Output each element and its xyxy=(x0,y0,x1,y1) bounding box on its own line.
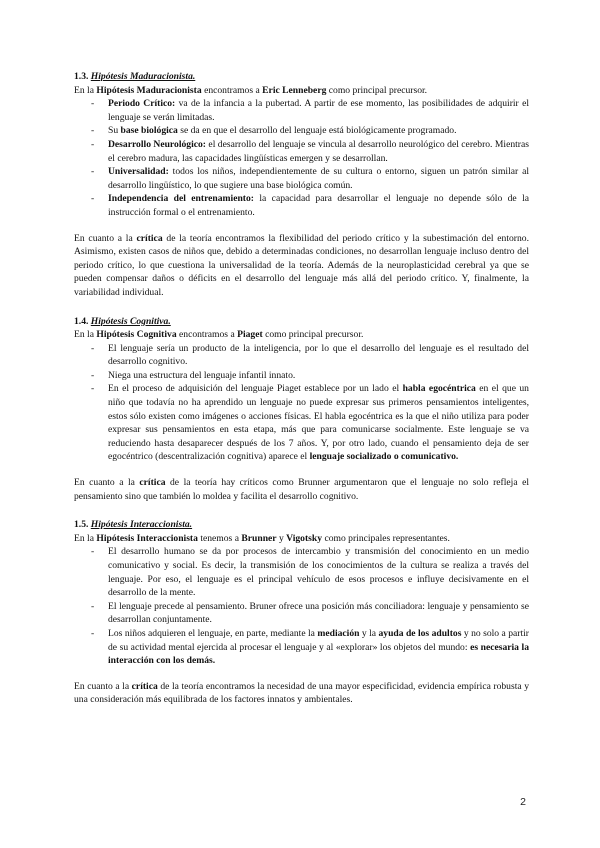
critique-bold: crítica xyxy=(136,232,163,244)
bullet-text: Niega una estructura del lenguaje infantil innato. xyxy=(108,369,296,381)
intro-bold-hypothesis: Hipótesis Cognitiva xyxy=(96,329,177,341)
critique-paragraph-1-3 xyxy=(74,232,529,300)
bullet-list-1-4 xyxy=(74,342,529,464)
list-item: - Niega una estructura del lenguaje infantil innato. xyxy=(91,369,296,381)
list-item: - En el proceso de adquisición del lenguaje Piaget establece por un lado el habla egocéntrica en el que un niño que todavía no ha aprendido un lenguaje no puede expresar sus primeros pensamientos inteligentes, estos sólo existen como imágenes o acciones físicas. El habla egocéntrica es la que el niño utiliza para poder expresar sus pensamientos en esta etapa, más que para comunicarse socialmente. Este lenguaje se va reduciendo hasta desaparecer después de los 7 años. Y, por otro lado, cuando el pensamiento deja de ser egocéntrico (descentralización cognitiva) aparece el lenguaje socializado o comunicativo. xyxy=(91,383,529,463)
section-spacer xyxy=(74,300,529,315)
intro-text: encontramos a xyxy=(201,84,263,96)
bullet-text: El lenguaje precede al pensamiento. Bruner ofrece una posición más conciliadora: lenguaje y pensamiento se desarrollan conjuntamente. xyxy=(108,600,529,626)
bullet-text: el desarrollo del lenguaje se vincula al desarrollo neurológico del cerebro. Mientras el cerebro madura, las capacidades lingüísticas emergen y se desarrollan. xyxy=(108,138,529,164)
intro-text: como principal precursor. xyxy=(262,329,364,341)
intro-text: En la xyxy=(74,329,97,341)
section-heading-1-4 xyxy=(74,315,529,329)
critique-paragraph-1-4 xyxy=(74,476,529,503)
bullet-text: en el que un niño que todavía no ha aprendido un lenguaje no puede expresar sus primeros pensamientos inteligentes, estos sólo existen como imágenes o acciones físicas. El habla egocéntrica es la que el niño utiliza para poder expresar sus pensamientos en esta etapa, más que para comunicarse socialmente. Este lenguaje se va reduciendo hasta desaparecer después de los 7 años. Y, por otro lado, cuando el pensamiento deja de ser egocéntrico (descentralización cognitiva) aparece el xyxy=(108,383,529,463)
intro-text: encontramos a xyxy=(176,329,238,341)
intro-text: En la xyxy=(74,84,97,96)
section-title: Hipótesis Maduracionista. xyxy=(90,71,196,82)
bullet-text: y no solo a partir de su actividad mental ejercida al procesar el lenguaje y al «explorar» los objetos del mundo: xyxy=(108,627,529,653)
page-number: 2 xyxy=(520,796,526,808)
list-item: - El lenguaje sería un producto de la inteligencia, por lo que el desarrollo del lenguaje es el resultado del desarrollo cognitivo. xyxy=(91,342,529,368)
critique-text: En cuanto a la xyxy=(74,680,132,692)
critique-bold: crítica xyxy=(139,477,166,489)
section-spacer xyxy=(74,503,529,518)
bullet-text: y la xyxy=(359,627,379,639)
critique-bold: crítica xyxy=(131,680,158,692)
critique-text: de la teoría hay críticos como Brunner argumentaron que el lenguaje no solo refleja el pensamiento sino que también lo moldea y facilita el desarrollo cognitivo. xyxy=(74,477,529,502)
bullet-term: habla egocéntrica xyxy=(402,383,476,395)
bullet-text: Su xyxy=(108,125,121,137)
bullet-text: El lenguaje sería un producto de la inteligencia, por lo que el desarrollo del lenguaje es el resultado del desarrollo cognitivo. xyxy=(108,342,529,368)
bullet-list-1-5 xyxy=(74,545,529,667)
intro-bold-author: Brunner xyxy=(241,532,277,544)
section-number: 1.3. xyxy=(74,71,89,82)
bullet-text: En el proceso de adquisición del lenguaje Piaget establece por un lado el xyxy=(108,383,403,395)
intro-text: tenemos a xyxy=(197,532,242,544)
bullet-text: todos los niños, independientemente de su cultura o entorno, siguen un patrón similar al desarrollo lingüístico, lo que sugiere una base biológica común. xyxy=(108,166,529,191)
intro-bold-author: Piaget xyxy=(237,329,263,341)
intro-bold-hypothesis: Hipótesis Interaccionista xyxy=(96,532,198,544)
section-intro-1-5 xyxy=(74,532,529,546)
list-item: - Independencia del entrenamiento: la capacidad para desarrollar el lenguaje no depende sólo de la instrucción formal o el entrenamiento. xyxy=(91,193,529,218)
bullet-list-1-3 xyxy=(74,97,529,219)
bullet-term: Universalidad: xyxy=(108,166,169,178)
bullet-text: la capacidad para desarrollar el lenguaje no depende sólo de la instrucción formal o el entrenamiento. xyxy=(108,193,529,218)
intro-text: y xyxy=(276,532,287,544)
section-heading-1-3 xyxy=(74,70,529,84)
list-item: - El lenguaje precede al pensamiento. Bruner ofrece una posición más conciliadora: lenguaje y pensamiento se desarrollan conjuntamente. xyxy=(91,600,529,626)
bullet-text: se da en que el desarrollo del lenguaje está biológicamente programado. xyxy=(177,125,457,137)
critique-paragraph-1-5 xyxy=(74,680,529,707)
intro-bold-hypothesis: Hipótesis Maduracionista xyxy=(96,84,202,96)
section-number: 1.4. xyxy=(74,315,89,327)
bullet-term: ayuda de los adultos xyxy=(378,627,462,639)
bullet-text: Los niños adquieren el lenguaje, en parte, mediante la xyxy=(108,627,318,639)
list-item: - El desarrollo humano se da por procesos de intercambio y transmisión del conocimiento en un medio comunicativo y social. Es decir, la transmisión de los conocimientos de la cultura se realiza a través del lenguaje. Por eso, el lenguaje es el principal vehículo de esos procesos e influye decisivamente en el desarrollo de la mente. xyxy=(91,546,529,599)
bullet-text: va de la infancia a la pubertad. A partir de ese momento, las posibilidades de adquirir el lenguaje se verán limitadas. xyxy=(108,98,529,123)
list-item: - Periodo Crítico: va de la infancia a la pubertad. A partir de ese momento, las posibilidades de adquirir el lenguaje se verán limitadas. xyxy=(91,98,529,123)
page-content xyxy=(74,70,529,707)
critique-text: En cuanto a la xyxy=(74,477,140,489)
bullet-term: Desarrollo Neurológico: xyxy=(108,138,206,150)
bullet-term: es necesaria la interacción con los demás. xyxy=(108,641,529,667)
list-item: - Su base biológica se da en que el desarrollo del lenguaje está biológicamente programado. xyxy=(91,125,457,137)
bullet-term: base biológica xyxy=(120,125,178,137)
section-intro-1-3 xyxy=(74,84,529,98)
bullet-text: El desarrollo humano se da por procesos de intercambio y transmisión del conocimiento en un medio comunicativo y social. Es decir, la transmisión de los conocimientos de la cultura se realiza a través del lenguaje. Por eso, el lenguaje es el principal vehículo de esos procesos e influye decisivamente en el desarrollo de la mente. xyxy=(108,546,529,599)
section-number: 1.5. xyxy=(74,519,89,531)
intro-text: como principal precursor. xyxy=(326,84,428,96)
list-item: - Los niños adquieren el lenguaje, en parte, mediante la mediación y la ayuda de los adultos y no solo a partir de su actividad mental ejercida al procesar el lenguaje y al «explorar» los objetos del mundo: es necesaria la interacción con los demás. xyxy=(91,627,529,667)
list-item: - Desarrollo Neurológico: el desarrollo del lenguaje se vincula al desarrollo neurológico del cerebro. Mientras el cerebro madura, las capacidades lingüísticas emergen y se desarrollan. xyxy=(91,138,529,164)
bullet-term: Periodo Crítico: xyxy=(108,98,176,110)
section-heading-1-5 xyxy=(74,518,529,532)
intro-text: En la xyxy=(74,532,97,544)
bullet-term: lenguaje socializado o comunicativo. xyxy=(309,451,459,463)
list-item: - Universalidad: todos los niños, independientemente de su cultura o entorno, siguen un patrón similar al desarrollo lingüístico, lo que sugiere una base biológica común. xyxy=(91,166,529,191)
section-title: Hipótesis Interaccionista. xyxy=(90,519,193,531)
intro-bold-author: Vigotsky xyxy=(286,532,323,544)
bullet-term: mediación xyxy=(317,627,360,639)
critique-text: de la teoría encontramos la necesidad de una mayor especificidad, evidencia empírica robusta y una consideración más equilibrada de los factores innatos y ambientales. xyxy=(74,680,529,706)
intro-bold-author: Eric Lenneberg xyxy=(262,84,327,96)
critique-text: En cuanto a la xyxy=(74,232,137,244)
bullet-term: Independencia del entrenamiento: xyxy=(108,193,254,205)
section-intro-1-4 xyxy=(74,328,529,342)
critique-text: de la teoría encontramos la flexibilidad del periodo crítico y la subestimación del entorno. Asimismo, existen casos de niños que, debido a determinadas condiciones, no desarrollan lenguaje incluso dentro del periodo crítico, lo que cuestiona la universalidad de la teoría. Además de la neuroplasticidad cerebral ya que se pueden compensar daños o déficits en el desarrollo del lenguaje más allá del periodo crítico. Y, finalmente, la variabilidad individual. xyxy=(74,232,529,298)
section-title: Hipótesis Cognitiva. xyxy=(90,315,171,327)
intro-text: como principales representantes. xyxy=(322,532,450,544)
